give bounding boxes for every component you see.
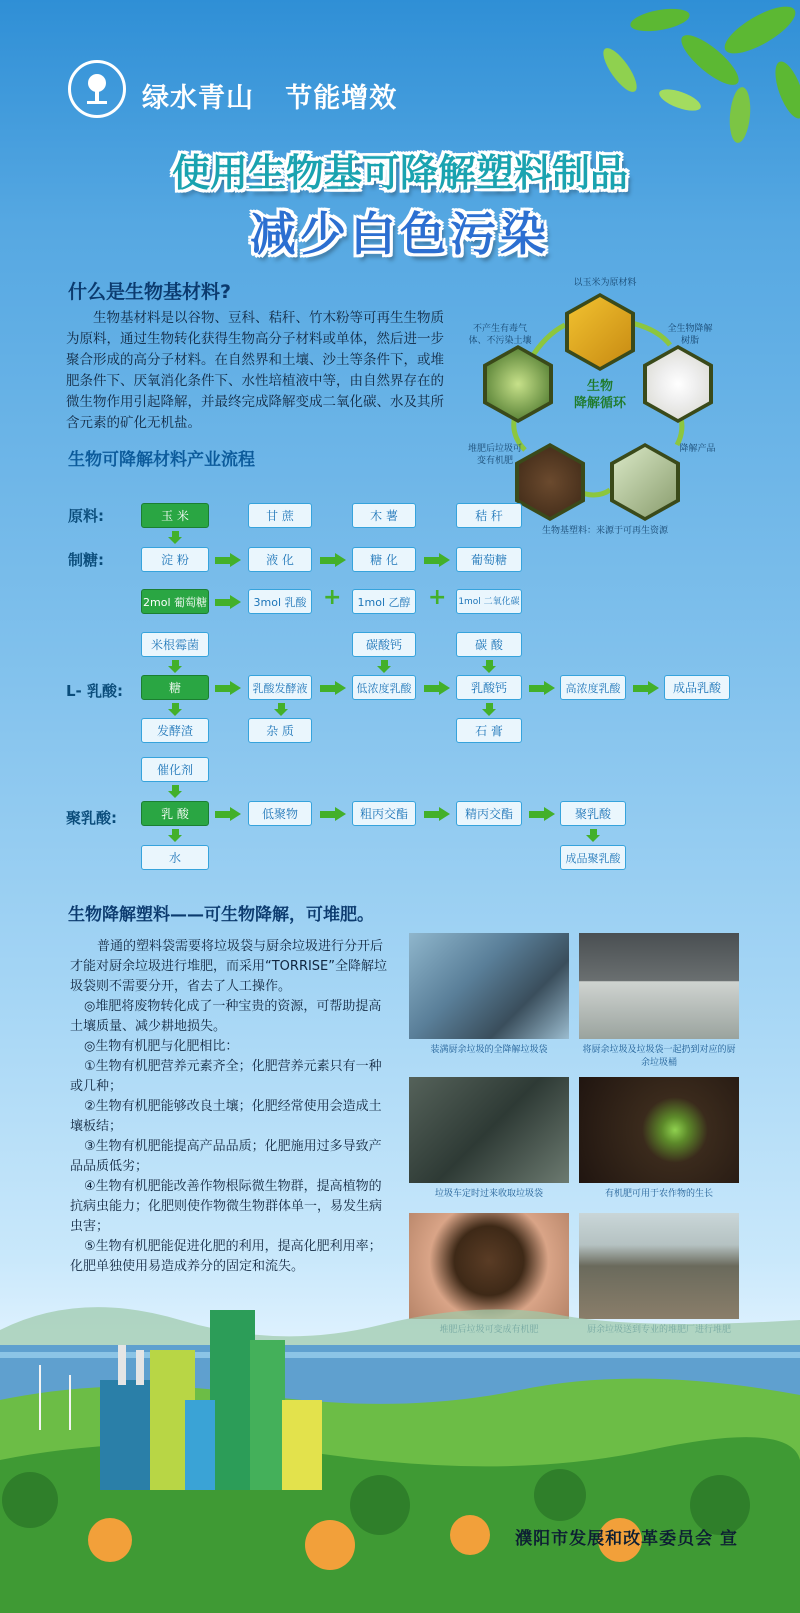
right-arrow xyxy=(215,553,241,567)
cycle-label-product: 降解产品 xyxy=(679,444,716,454)
pla-water: 水 xyxy=(141,845,209,870)
para-7: ④生物有机肥能改善作物根际微生物群，提高植物的抗病虫能力；化肥则使作物微生物群体单一，易发生病虫害； xyxy=(70,1179,383,1234)
lactic-sugar: 糖 xyxy=(141,675,209,700)
input-calcium-carbonate: 碳酸钙 xyxy=(352,632,416,657)
flow-heading: 生物可降解材料产业流程 xyxy=(68,450,255,470)
sugar-starch: 淀 粉 xyxy=(141,547,209,572)
raw-corn: 玉 米 xyxy=(141,503,209,528)
issuer: 濮阳市发展和改革委员会 宣 xyxy=(515,1529,738,1549)
right-arrow xyxy=(424,681,450,695)
para-8: ⑤生物有机肥能促进化肥的利用，提高化肥利用率；化肥单独使用易造成养分的固定和流失。 xyxy=(70,1239,382,1274)
row-label-pla: 聚乳酸: xyxy=(66,809,117,827)
byproduct-impurity: 杂 质 xyxy=(248,718,312,743)
eq-co2: 1mol 二氧化碳 xyxy=(456,589,522,614)
byproduct-residue: 发酵渣 xyxy=(141,718,209,743)
slogan: 绿水青山 节能增效 xyxy=(142,83,398,114)
main-subtitle: 减少白色污染 xyxy=(250,207,550,261)
right-arrow xyxy=(215,807,241,821)
cycle-label-resin: 全生物降解树脂 xyxy=(667,324,713,346)
pla-polylactic: 聚乳酸 xyxy=(560,801,626,826)
para-6: ③生物有机肥能提高产品品质；化肥施用过多导致产品品质低劣； xyxy=(70,1139,382,1174)
para-1: 普通的塑料袋需要将垃圾袋与厨余垃圾进行分开后才能对厨余垃圾进行堆肥，而采用“TORRISE”全降解垃圾袋则不需要分开，省去了人工操作。 xyxy=(70,939,388,994)
byproduct-gypsum: 石 膏 xyxy=(456,718,522,743)
down-arrow xyxy=(274,703,288,716)
down-arrow xyxy=(586,829,600,842)
lactic-final: 成品乳酸 xyxy=(664,675,730,700)
degradable-text xyxy=(70,937,390,1277)
para-3: ◎生物有机肥与化肥相比： xyxy=(84,1039,239,1054)
photo-bins xyxy=(579,933,739,1039)
down-arrow xyxy=(482,703,496,716)
down-arrow xyxy=(168,703,182,716)
down-arrow xyxy=(168,660,182,673)
caption-2: 将厨余垃圾及垃圾袋一起扔到对应的厨余垃圾桶 xyxy=(582,1045,736,1068)
right-arrow xyxy=(424,807,450,821)
cycle-label-corn: 以玉米为原材料 xyxy=(573,278,637,288)
right-arrow xyxy=(320,553,346,567)
down-arrow xyxy=(168,829,182,842)
down-arrow xyxy=(482,660,496,673)
input-rhizopus: 米根霉菌 xyxy=(141,632,209,657)
pla-final-product: 成品聚乳酸 xyxy=(560,845,626,870)
para-5: ②生物有机肥能够改良土壤；化肥经常使用会造成土壤板结； xyxy=(70,1099,382,1134)
pla-refined-lactide: 精丙交酯 xyxy=(456,801,522,826)
right-arrow xyxy=(320,807,346,821)
cycle-label-compost: 堆肥后垃圾可变有机肥 xyxy=(467,444,522,466)
main-title: 使用生物基可降解塑料制品 xyxy=(171,151,628,195)
right-arrow xyxy=(633,681,659,695)
section-heading-biomaterial: 什么是生物基材料? xyxy=(68,281,232,303)
photo-sprout xyxy=(579,1077,739,1183)
lactic-high-conc: 高浓度乳酸 xyxy=(560,675,626,700)
eq-lactic: 3mol 乳酸 xyxy=(248,589,312,614)
down-arrow xyxy=(168,785,182,798)
right-arrow xyxy=(529,681,555,695)
raw-straw: 秸 秆 xyxy=(456,503,522,528)
biomaterial-paragraph: 生物基材料是以谷物、豆科、秸秆、竹木粉等可再生生物质为原料，通过生物转化获得生物高分子材料或单体，然后进一步聚合形成的高分子材料。在自然界和土壤、沙土等条件下，或堆肥条件下、厌氧消化条件下、水性培植液中等，由自然界存在的微生物作用引起降解，并最终完成降解变成二氧化碳、水及其所含元素的矿化无机盐。 xyxy=(66,310,444,431)
eq-glucose: 2mol 葡萄糖 xyxy=(141,589,209,614)
caption-4: 有机肥可用于农作物的生长 xyxy=(604,1189,713,1199)
pla-lactic-acid: 乳 酸 xyxy=(141,801,209,826)
para-2: ◎堆肥将废物转化成了一种宝贵的资源，可帮助提高土壤质量、减少耕地损失。 xyxy=(70,999,382,1034)
row-label-raw: 原料: xyxy=(68,507,104,525)
raw-sugarcane: 甘 蔗 xyxy=(248,503,312,528)
catalyst: 催化剂 xyxy=(141,757,209,782)
sugar-glucose: 葡萄糖 xyxy=(456,547,522,572)
down-arrow xyxy=(377,660,391,673)
sugar-liquefy: 液 化 xyxy=(248,547,312,572)
photo-compost-bags xyxy=(409,933,569,1039)
right-arrow xyxy=(320,681,346,695)
plus-sign: + xyxy=(323,585,342,610)
raw-cassava: 木 薯 xyxy=(352,503,416,528)
lactic-calcium-lactate: 乳酸钙 xyxy=(456,675,522,700)
right-arrow xyxy=(215,595,241,609)
cycle-center-line1: 生物 xyxy=(586,379,613,394)
row-label-sugar: 制糖: xyxy=(68,551,104,569)
cycle-label-soil: 不产生有毒气体、不污染土壤 xyxy=(468,324,532,346)
caption-1: 装满厨余垃圾的全降解垃圾袋 xyxy=(430,1045,548,1055)
down-arrow xyxy=(168,531,182,544)
lactic-low-conc: 低浓度乳酸 xyxy=(352,675,416,700)
landscape-illustration xyxy=(0,1290,800,1613)
input-carbonic-acid: 碳 酸 xyxy=(456,632,522,657)
right-arrow xyxy=(529,807,555,821)
plus-sign: + xyxy=(428,585,447,610)
right-arrow xyxy=(215,681,241,695)
eq-ethanol: 1mol 乙醇 xyxy=(352,589,416,614)
para-4: ①生物有机肥营养元素齐全；化肥营养元素只有一种或几种； xyxy=(70,1059,382,1094)
cycle-label-bioplastic: 生物基塑料：来源于可再生资源 xyxy=(541,526,668,536)
cycle-center-line2: 降解循环 xyxy=(573,396,626,411)
photo-garbage-truck xyxy=(409,1077,569,1183)
caption-3: 垃圾车定时过来收取垃圾袋 xyxy=(434,1189,543,1199)
lactic-ferment-broth: 乳酸发酵液 xyxy=(248,675,312,700)
row-label-lactic: L- 乳酸: xyxy=(66,682,124,700)
sugar-saccharify: 糖 化 xyxy=(352,547,416,572)
right-arrow xyxy=(424,553,450,567)
pla-oligomer: 低聚物 xyxy=(248,801,312,826)
section-heading-degradable: 生物降解塑料——可生物降解，可堆肥。 xyxy=(68,905,374,925)
pla-crude-lactide: 粗丙交酯 xyxy=(352,801,416,826)
